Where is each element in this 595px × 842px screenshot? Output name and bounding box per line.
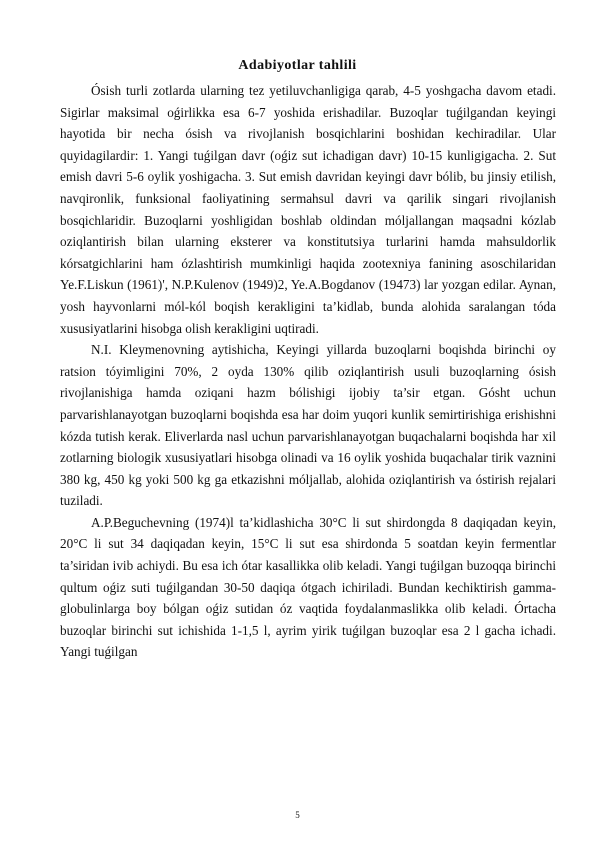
paragraph-3: A.P.Beguchevning (1974)l ta’kidlashicha 30°C li sut shirdongda 8 daqiqadan keyin, 20°C li sut 34 daqiqadan keyin, 15°C li sut esa shirdonda 5 soatdan keyin fermentlar ta’siridan ivib achiydi. Bu esa ich ótar kasallikka olib keladi. Yangi tuǵilgan buzoqqa birinchi qultum oǵiz suti tuǵilgandan 30-50 daqiqa ótgach ichiriladi. Bundan kechiktirish gamma-globulinlarga boy bólgan oǵiz sutidan óz vaqtida foydalanmaslikka olib keladi. Órtacha buzoqlar birinchi sut ichishida 1-1,5 l, ayrim yirik tuǵilgan buzoqlar esa 2 l gacha ichadi. Yangi tuǵilgan: [60, 514, 556, 660]
paragraph-1: Ósish turli zotlarda ularning tez yetiluvchanligiga qarab, 4-5 yoshgacha davom etadi. Sigirlar maksimal oǵirlikka esa 6-7 yoshida erishadilar. Buzoqlar tuǵilgandan keyingi hayotida bir necha ósish va rivojlanish bosqichlarini boshidan kechiradilar. Ular quyidagilardir: 1. Yangi tuǵilgan davr (oǵiz sut ichadigan davr) 10-15 kunligigacha. 2. Sut emish davri 5-6 oylik yoshigacha. 3. Sut emish davridan keyingi davr bólib, bu jinsiy etilish, navqironlik, funksional faoliyatining sermahsul davri va qarilik singari rivojlanish bosqichlaridir. Buzoqlarni yoshligidan boshlab oldindan móljallangan maqsadni kózlab oziqlantirish bilan ularning eksterer va konstitutsiya turlarini hamda mahsuldorlik kórsatgichlarini ham ózlashtirish mumkinligi haqida zootexniya fanining asoschilaridan Ye.F.Liskun (1961)', N.P.Kulenov (1949)2, Ye.A.Bogdanov (19473) lar yozgan edilar. Aynan, yosh hayvonlarni mól-kól boqish kerakligini ta’kidlab, bunda alohida saralangan tóda xususiyatlarini hisobga olish kerakligini uqtiradi.: [60, 83, 556, 336]
section-title: Adabiyotlar tahlili: [238, 58, 357, 73]
body-text: [60, 80, 556, 663]
page-number: 5: [295, 810, 300, 820]
paragraph-2: N.I. Kleymenovning aytishicha, Keyingi yillarda buzoqlarni boqishda birinchi oy ratsion tóyimligini 70%, 2 oyda 130% qilib oziqlantirish usuli buzoqlarning ósish rivojlanishiga hamda oziqani hazm bólishigi ijobiy ta’sir etgan. Gósht uchun parvarishlanayotgan buzoqlarni boqishda esa har doim yuqori kunlik semirtirishiga erishishni kózda tutish kerak. Eliverlarda nasl uchun parvarishlanayotgan buqachalarni boqishda har xil zotlarning biologik xususiyatlari hisobga olinadi va 16 oylik yoshida buqachalar tirik vaznini 380 kg, 450 kg yoki 500 kg ga etkazishni móljallab, alohida oziqlantirish va óstirish rejalari tuziladi.: [60, 342, 556, 509]
